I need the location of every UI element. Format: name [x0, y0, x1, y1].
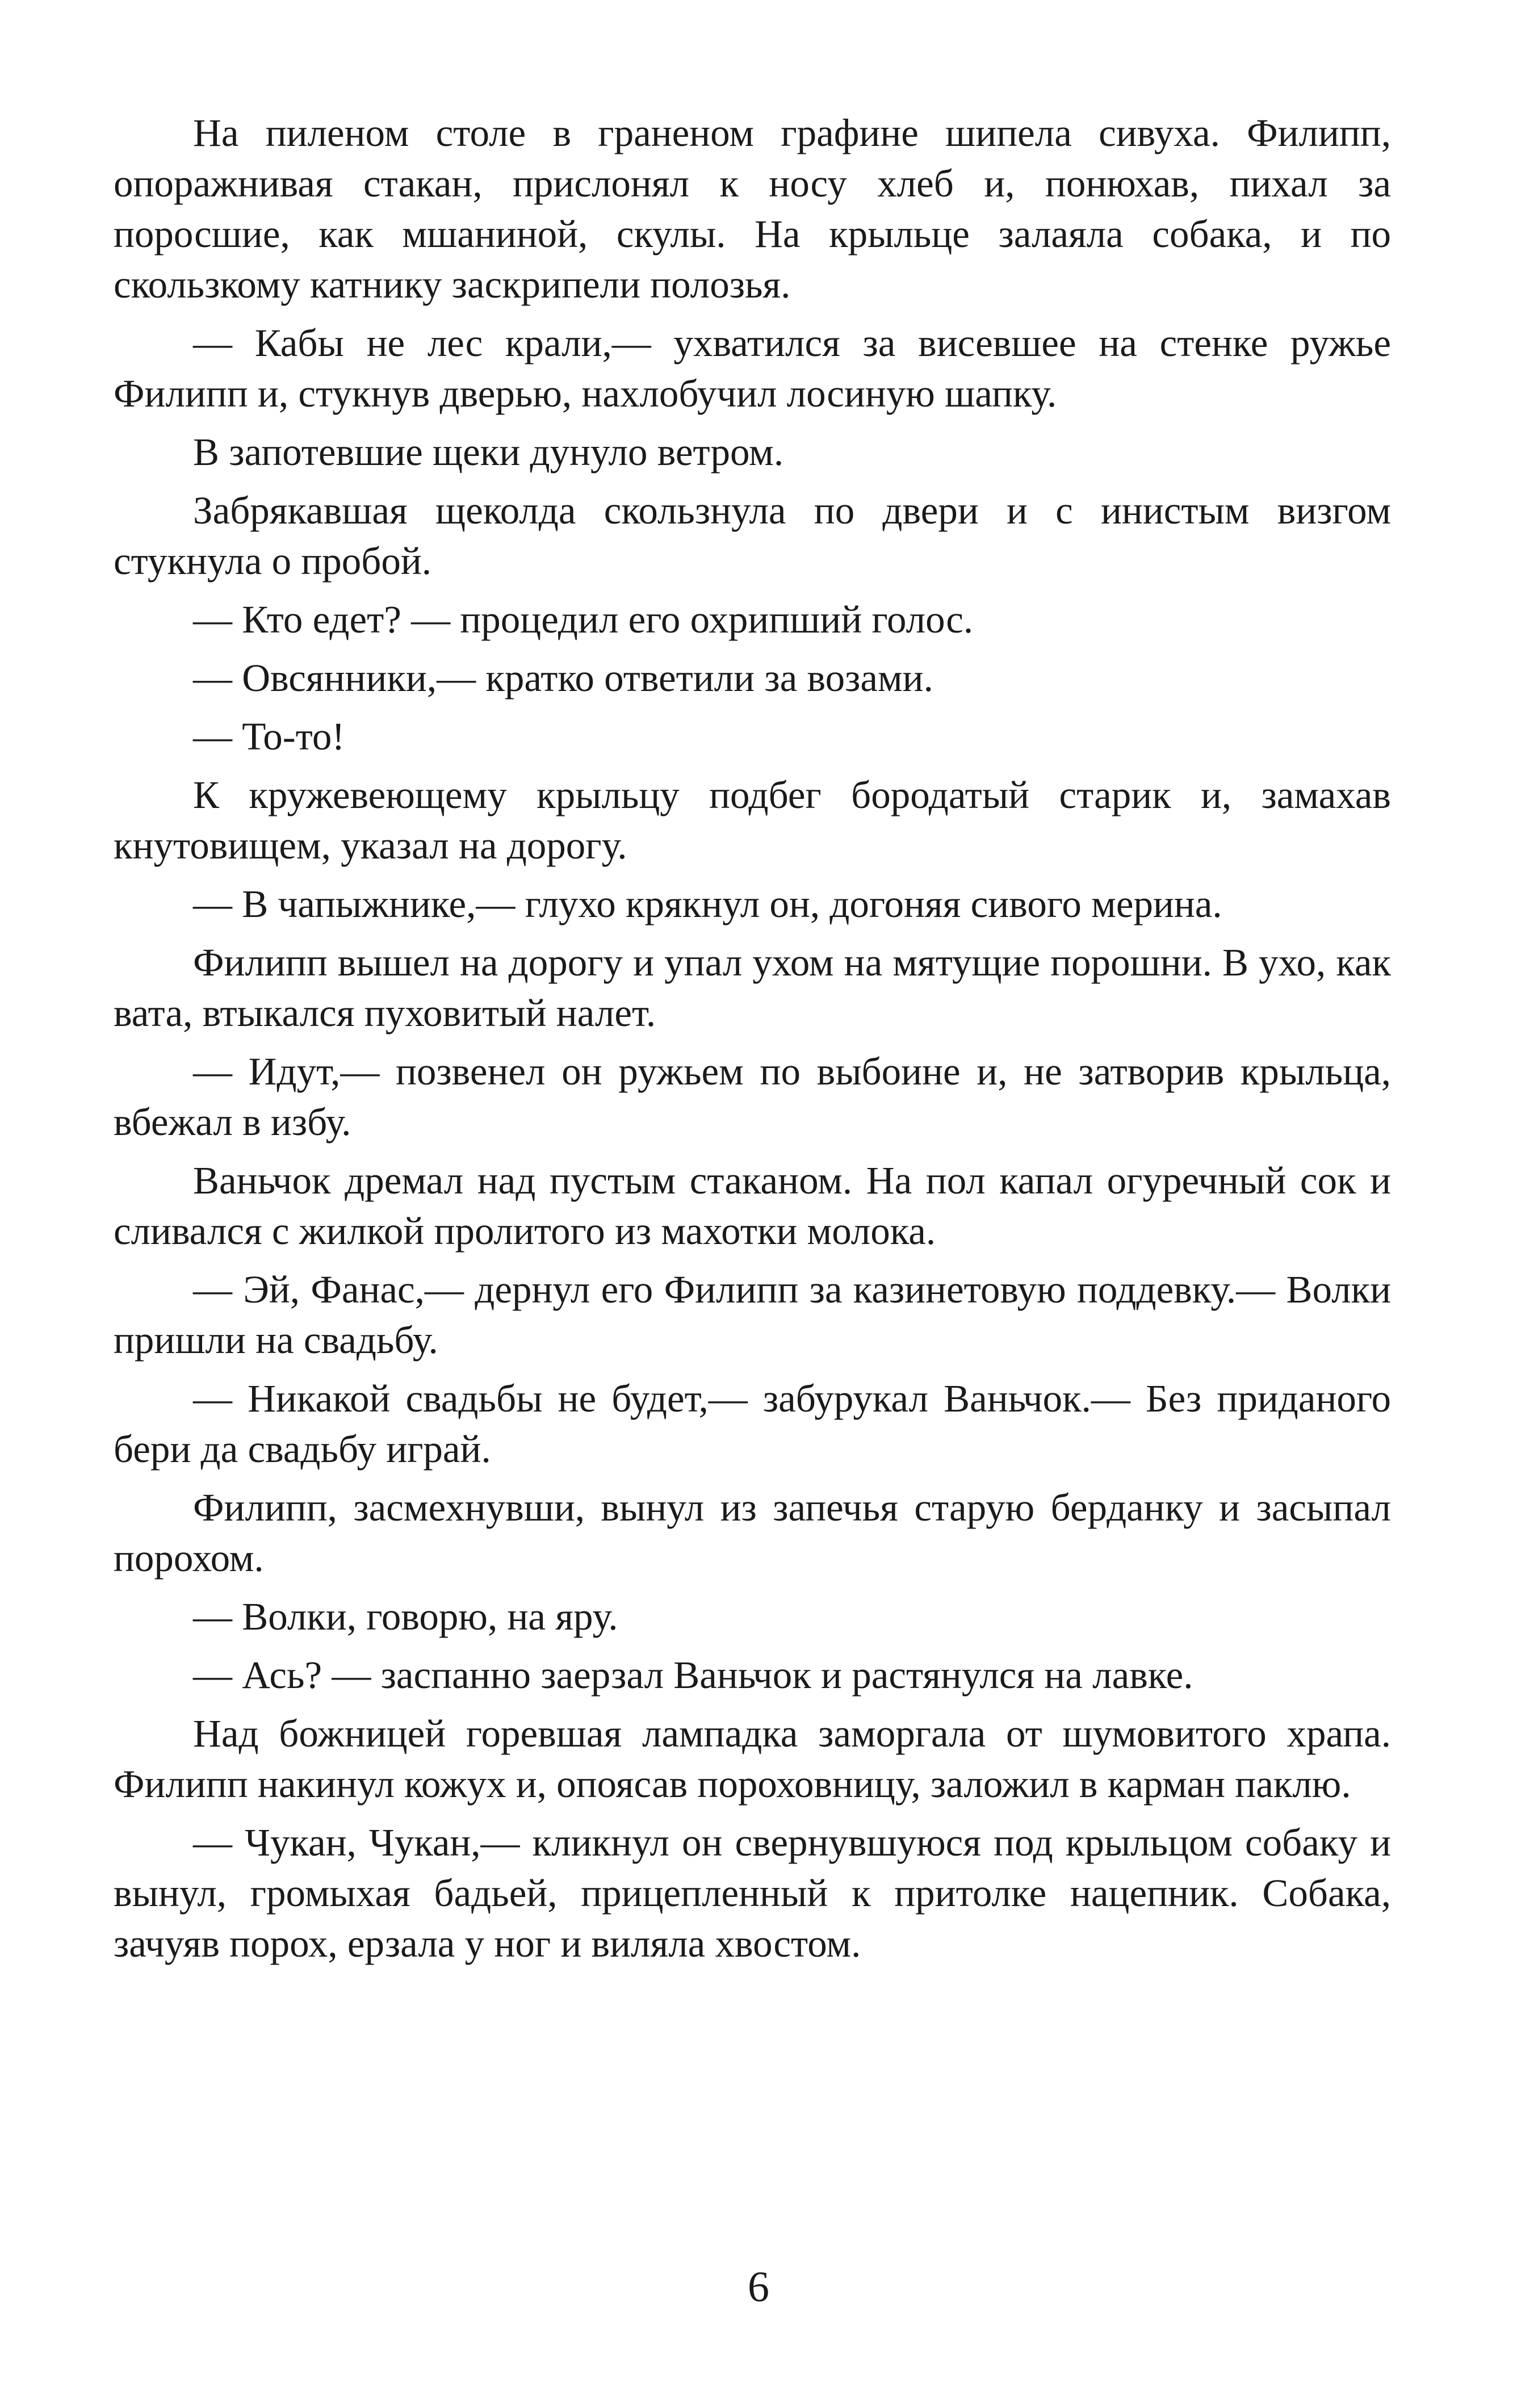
paragraph: На пиленом столе в граненом графине шипела сивуха. Филипп, опоражнивая стакан, прислонял к носу хлеб и, понюхав, пихал за поросшие, как мшаниной, скулы. На крыльце залаяла собака, и по скользкому катнику заскрипели полозья. [114, 111, 1391, 306]
paragraph: Над божницей горевшая лампадка заморгала от шумовитого храпа. Филипп накинул кожух и, опоясав пороховницу, заложил в карман паклю. [114, 1712, 1391, 1806]
page-number: 6 [748, 2263, 769, 2311]
paragraph: К кружевеющему крыльцу подбег бородатый старик и, замахав кнутовищем, указал на дорогу. [114, 773, 1391, 867]
paragraph: Филипп вышел на дорогу и упал ухом на мятущие порошни. В ухо, как вата, втыкался пуховитый налет. [114, 941, 1391, 1035]
paragraph: — Никакой свадьбы не будет,— забурукал Ваньчок.— Без приданого бери да свадьбу играй. [114, 1377, 1391, 1471]
paragraph: — Кабы не лес крали,— ухватился за висевшее на стенке ружье Филипп и, стукнув дверью, нахлобучил лосиную шапку. [114, 321, 1391, 415]
paragraph: Ваньчок дремал над пустым стаканом. На пол капал огуречный сок и сливался с жилкой пролитого из махотки молока. [114, 1159, 1391, 1253]
paragraph: — Идут,— позвенел он ружьем по выбоине и, не затворив крыльца, вбежал в избу. [114, 1050, 1391, 1144]
paragraph: — Эй, Фанас,— дернул его Филипп за казинетовую поддевку.— Волки пришли на свадьбу. [114, 1268, 1391, 1362]
paragraph: Забрякавшая щеколда скользнула по двери и с инистым визгом стукнула о пробой. [114, 489, 1391, 583]
page-text [114, 108, 1391, 1977]
paragraph: — Волки, говорю, на яру. [193, 1595, 618, 1638]
paragraph: Филипп, засмехнувши, вынул из запечья старую берданку и засыпал порохом. [114, 1486, 1391, 1580]
paragraph: — Овсянники,— кратко ответили за возами. [193, 656, 933, 700]
paragraph: В запотевшие щеки дунуло ветром. [193, 430, 784, 474]
paragraph: — Чукан, Чукан,— кликнул он свернувшуюся под крыльцом собаку и вынул, громыхая бадьей, прицепленный к притолке нацепник. Собака, зачуяв порох, ерзала у ног и виляла хвостом. [114, 1821, 1391, 1965]
paragraph: — Кто едет? — процедил его охрипший голос. [193, 598, 974, 641]
paragraph: — То-то! [193, 715, 345, 758]
paragraph: — В чапыжнике,— глухо крякнул он, догоняя сивого мерина. [193, 882, 1222, 925]
paragraph: — Ась? — заспанно заерзал Ваньчок и растянулся на лавке. [193, 1653, 1193, 1697]
